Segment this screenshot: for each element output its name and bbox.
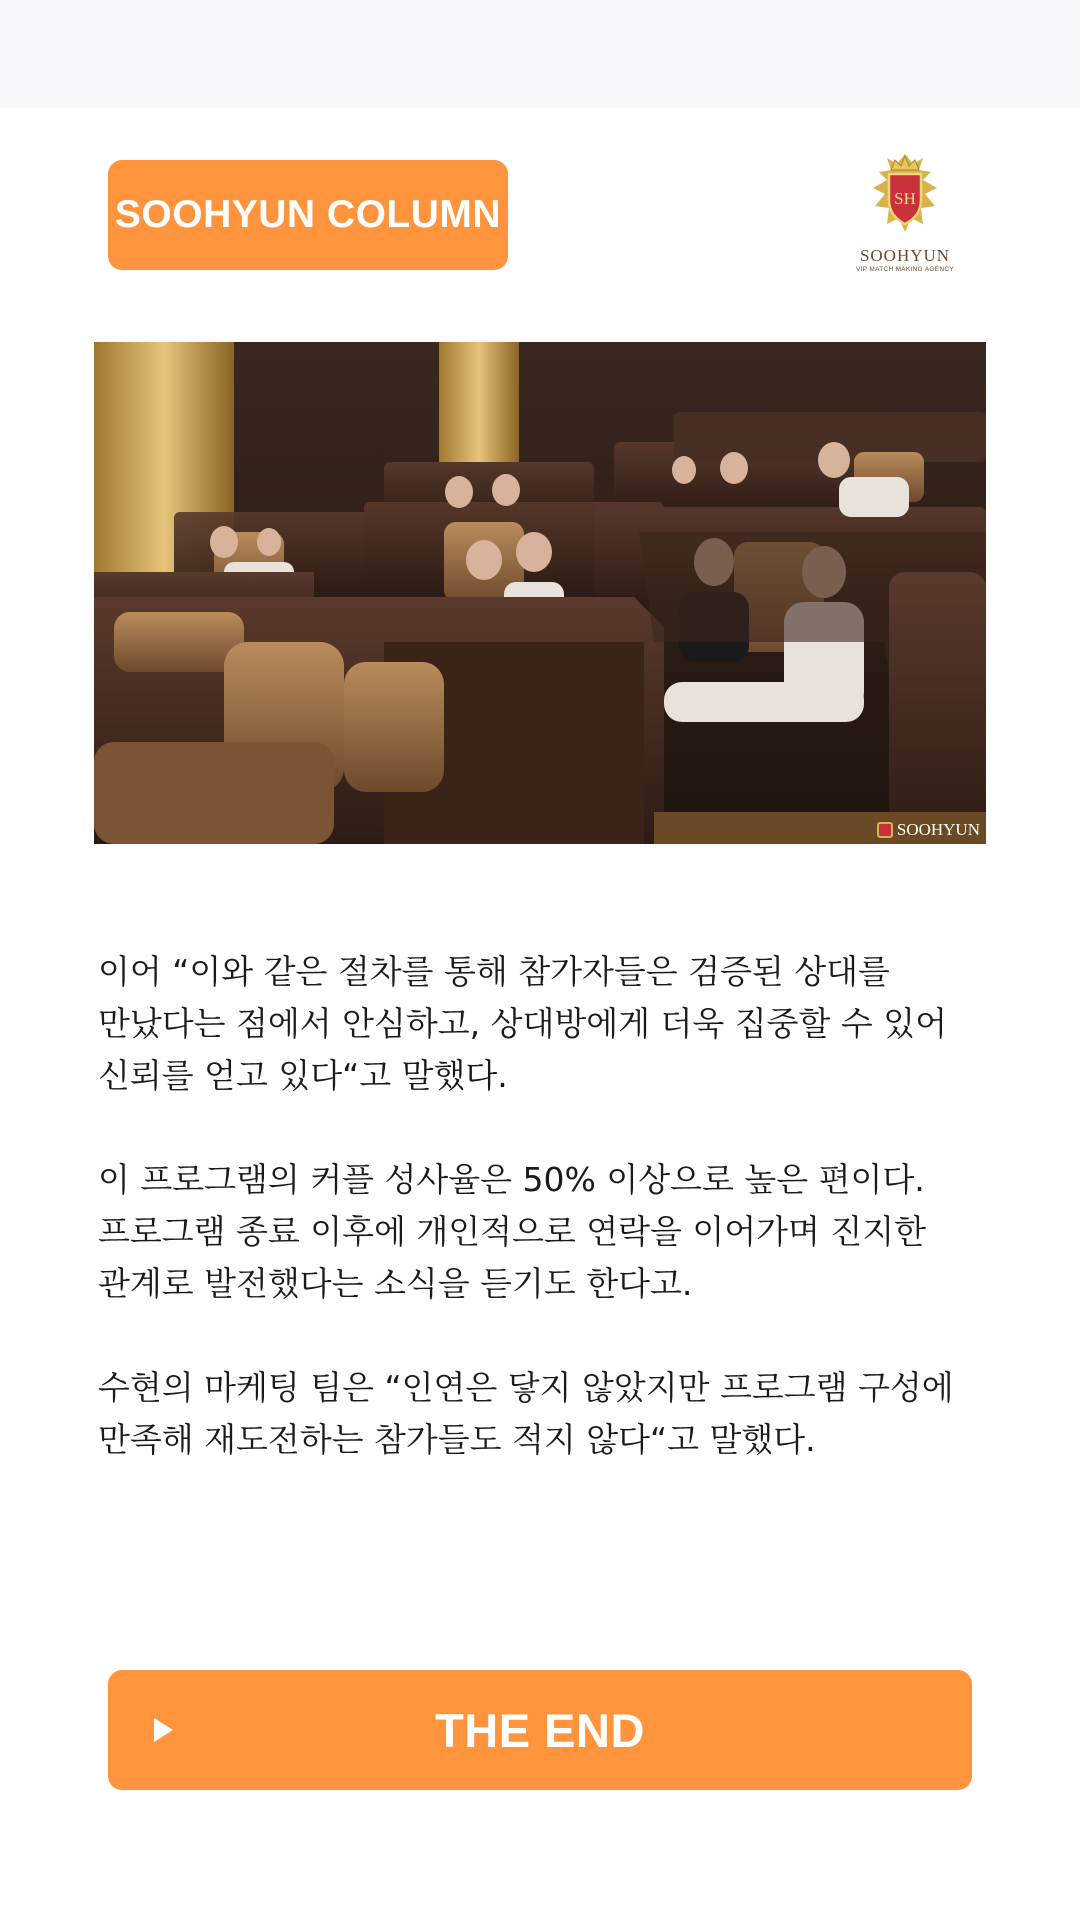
- logo-name: SOOHYUN: [859, 246, 951, 265]
- play-icon: [154, 1718, 173, 1742]
- column-tag: [108, 160, 508, 270]
- column-tag-label: SOOHYUN COLUMN: [114, 193, 502, 236]
- photo-watermark: [877, 820, 980, 840]
- article-paragraph: 이어 “이와 같은 절차를 통해 참가자들은 검증된 상대를 만났다는 점에서 안심하고, 상대방에게 더욱 집중할 수 있어 신뢰를 얻고 있다“고 말했다.: [98, 952, 947, 1095]
- article-paragraph: 이 프로그램의 커플 성사율은 50% 이상으로 높은 편이다. 프로그램 종료 이후에 개인적으로 연락을 이어가며 진지한 관계로 발전했다는 소식을 듣기도 한다고.: [98, 1160, 927, 1303]
- watermark-text: SOOHYUN: [896, 820, 980, 839]
- cinema-seats-illustration: [94, 342, 986, 844]
- the-end-button[interactable]: [108, 1670, 972, 1790]
- article-body: [98, 946, 984, 1518]
- watermark-crest-icon: [877, 822, 893, 838]
- top-band: [0, 0, 1080, 108]
- crest-monogram: SH: [894, 189, 916, 208]
- article-photo: [94, 342, 986, 844]
- crest-icon: [857, 148, 953, 244]
- the-end-label: THE END: [435, 1703, 645, 1757]
- logo-subtitle: VIP MATCH MAKING AGENCY: [855, 266, 955, 273]
- article-paragraph: 수현의 마케팅 팀은 “인연은 닿지 않았지만 프로그램 구성에 만족해 재도전하는 참가들도 적지 않다“고 말했다.: [98, 1368, 954, 1459]
- brand-logo: [845, 148, 965, 288]
